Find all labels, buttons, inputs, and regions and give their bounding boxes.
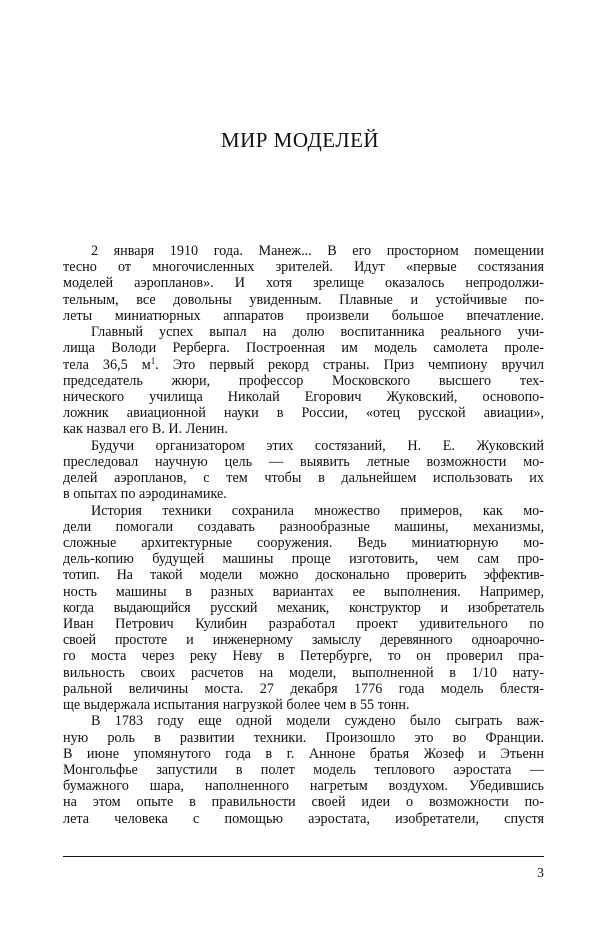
- text-line: дели помогали создавать разнообразные машины, механизмы,: [63, 518, 544, 535]
- footnote-mark: 1: [150, 355, 156, 366]
- text-line: тотип. На такой модели можно досконально проверить эффектив-: [63, 567, 544, 584]
- body-text: [63, 243, 544, 827]
- text-line: Будучи организатором этих состязаний, Н. Е. Жуковский: [91, 437, 544, 454]
- footer-rule: [63, 856, 544, 857]
- text-line: В июне упомянутого года в г. Анноне братья Жозеф и Этьенн: [63, 745, 544, 762]
- text-line: на этом опыте в правильности своей идеи о возможности по-: [63, 794, 544, 811]
- text-line: ность машины в разных вариантах ее выполнения. Например,: [63, 583, 544, 600]
- text-line: своей простоте и инженерному замыслу деревянного одноарочно-: [63, 632, 544, 649]
- text-line: как назвал его В. И. Ленин.: [63, 421, 228, 438]
- text-line-head: тела 36,5 м: [63, 356, 151, 373]
- text-line: нического училища Николай Егорович Жуковский, основопо-: [63, 388, 544, 405]
- text-line: ральной величины моста. 27 декабря 1776 года модель блестя-: [63, 680, 544, 697]
- text-line: тельным, все довольны увиденным. Плавные и устойчивые по-: [63, 291, 544, 308]
- text-line: Иван Петрович Кулибин разработал проект удивительного по: [63, 616, 544, 633]
- text-line: преследовал научную цель — выявить летные возможности мо-: [63, 453, 544, 470]
- text-line: Главный успех выпал на долю воспитанника реального учи-: [91, 324, 544, 341]
- text-line: дель-копию будущей машины проще изготовить, чем сам про-: [63, 551, 544, 568]
- text-line-with-footnote: [63, 357, 544, 373]
- text-line: в опытах по аэродинамике.: [63, 486, 227, 503]
- text-line: председатель жюри, профессор Московского высшего тех-: [63, 372, 544, 389]
- text-line: лета человека с помощью аэростата, изобретатели, спустя: [63, 810, 544, 827]
- chapter-title: МИР МОДЕЛЕЙ: [220, 128, 380, 152]
- text-line: лища Володи Рерберга. Построенная им модель самолета проле-: [63, 340, 544, 357]
- text-line: сложные архитектурные сооружения. Ведь миниатюрную мо-: [63, 534, 544, 551]
- text-line: ложник авиационной науки в России, «отец русской авиации»,: [63, 405, 544, 422]
- text-line: В 1783 году еще одной модели суждено было сыграть важ-: [91, 713, 544, 730]
- text-line: 2 января 1910 года. Манеж... В его просторном помещении: [91, 243, 544, 259]
- text-line: тесно от многочисленных зрителей. Идут «первые состязания: [63, 259, 544, 276]
- text-line: делей аэропланов, с тем чтобы в дальнейшем использовать их: [63, 470, 544, 487]
- page-number: 3: [537, 866, 544, 881]
- text-line: ще выдержала испытания нагрузкой более чем в 55 тонн.: [63, 697, 410, 714]
- text-line: вильность своих расчетов на модели, выполненной в 1/10 нату-: [63, 664, 544, 681]
- text-line: го моста через реку Неву в Петербурге, то он проверил пра-: [63, 648, 544, 665]
- text-line: ную роль в развитии техники. Произошло это во Франции.: [63, 729, 544, 746]
- text-line-tail: . Это первый рекорд страны. Приз чемпиону вручил: [155, 356, 544, 373]
- text-line: Монгольфье запустили в полет модель теплового аэростата —: [63, 762, 544, 778]
- text-line: моделей аэропланов». И хотя зрелище оказалось непродолжи-: [63, 275, 544, 292]
- text-line: когда выдающийся русский механик, конструктор и изобретатель: [63, 599, 544, 616]
- text-line: бумажного шара, наполненного нагретым воздухом. Убедившись: [63, 778, 544, 795]
- text-line: леты миниатюрных аппаратов произвели большое впечатление.: [63, 307, 544, 324]
- text-line: История техники сохранила множество примеров, как мо-: [91, 502, 544, 519]
